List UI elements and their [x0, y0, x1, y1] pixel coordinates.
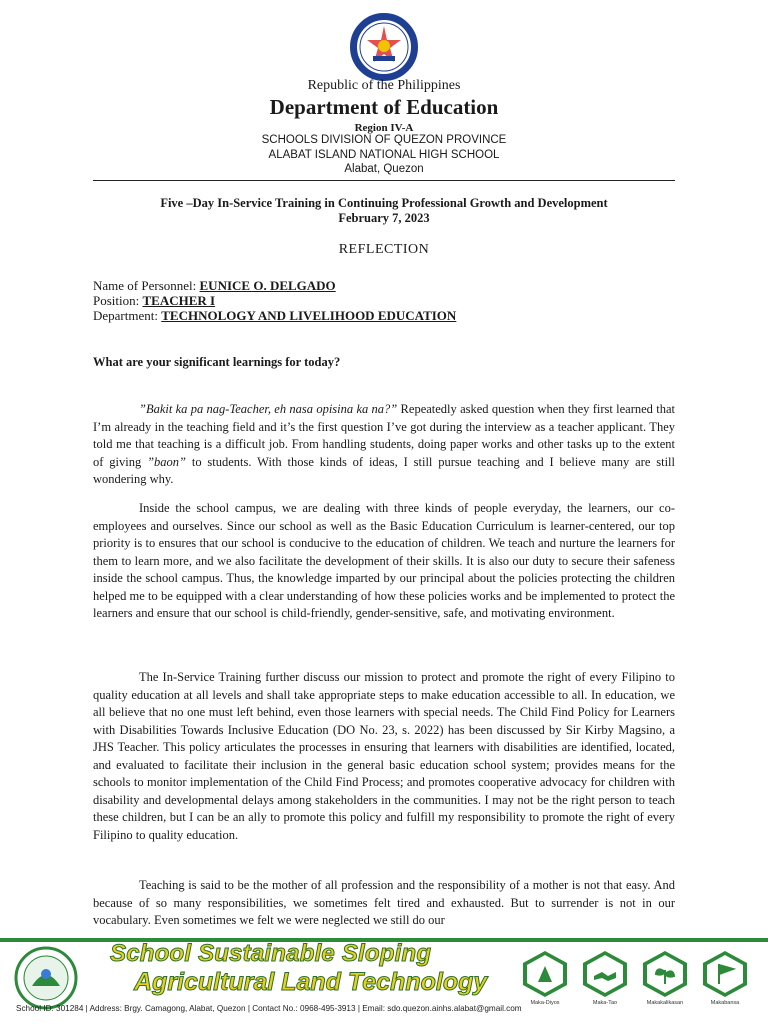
position-row	[93, 293, 215, 309]
reflection-question: What are your significant learnings for today?	[93, 355, 341, 369]
training-date: February 7, 2023	[338, 211, 430, 225]
paragraph-1-text-a: Repeatedly asked question when they first learned that I’m already in the teaching field and it’s the first question I’ve got during the interview as a teacher applicant. They told me that teaching is a difficult job. From handling students, doing paper works and other tasks up to the extent of giving	[93, 402, 675, 469]
maka-diyos-icon	[522, 950, 568, 998]
deped-seal-logo	[349, 12, 419, 82]
paragraph-1-baon: ”baon”	[147, 454, 186, 469]
paragraph-1	[93, 401, 675, 489]
footer-banner-title-line2: Agricultural Land Technology	[134, 968, 488, 996]
maka-diyos-label: Maka-Diyos	[530, 1000, 560, 1006]
personnel-name-value: EUNICE O. DELGADO	[199, 278, 336, 293]
makabansa-label: Makabansa	[710, 1000, 740, 1006]
paragraph-3: The In-Service Training further discuss our mission to protect and promote the right of every Filipino to quality education at all levels and shall take appropriate steps to make education accessible to all. In education, we all believe that no one must left behind, even those learners with special needs. The Child Find Policy for Learners with Disabilities Towards Inclusive Education (DO No. 23, s. 2022) has been discussed by Sir Kirby Magsino, a JHS Teacher. This policy articulates the processes in ensuring that learners with disabilities are identified, located, and evaluated to facilitate their inclusion in the general basic education school system; provides means for the schools to monitor implementation of the Child Find Process; and promotes cooperative advocacy for children with disability and developmental delays among stakeholders in the communities. I may not be the right person to teach these children, but I can be an ally to promote this policy and fulfill my responsibility to promote the right of every Filipino to quality education.	[93, 670, 675, 842]
paragraph-2: Inside the school campus, we are dealing with three kinds of people everyday, the learners, our co-employees and ourselves. Since our school as well as the Basic Education Curriculum is learner-centered, our top priority is to ensures that our school is conducive to the education of children. We teach and nurture the learners for them to learn more, and we also facilitate the development of their skills. It is also our duty to secure their safeness inside the school campus. Thus, the knowledge imparted by our principal about the policies protecting the children helped me to be equipped with a clear understanding of how these policies works and be implemented to protect the learners and ensure that our school is child-friendly, gender-sensitive, safe, and motivating environment.	[93, 501, 675, 620]
paragraph-1-quote: ”Bakit ka pa nag-Teacher, eh nasa opisina ka na?”	[139, 402, 398, 416]
makakalikasan-label: Makakalikasan	[646, 1000, 684, 1006]
republic-line: Republic of the Philippines	[307, 78, 461, 93]
school-line: ALABAT ISLAND NATIONAL HIGH SCHOOL	[268, 149, 500, 161]
document-title: REFLECTION	[338, 242, 430, 257]
maka-tao-label: Maka-Tao	[592, 1000, 618, 1006]
personnel-name-label: Name of Personnel:	[93, 278, 200, 293]
paragraph-4: Teaching is said to be the mother of all profession and the responsibility of a mother is not that easy. And because of so many responsibilities, we sometimes felt tired and exhausted. But to surrender is not in our vocabulary. Even sometimes we felt we were neglected we still do our	[93, 878, 675, 927]
department-value: TECHNOLOGY AND LIVELIHOOD EDUCATION	[161, 308, 457, 323]
maka-tao-icon	[582, 950, 628, 998]
header-divider	[93, 180, 675, 181]
department-label: Department:	[93, 308, 162, 323]
training-title: Five –Day In-Service Training in Continuing Professional Growth and Development	[160, 196, 608, 210]
division-line: SCHOOLS DIVISION OF QUEZON PROVINCE	[261, 134, 507, 146]
personnel-name-row	[93, 278, 336, 294]
position-label: Position:	[93, 293, 143, 308]
paragraph-1-text-b: to students. With those kinds of ideas, I still pursue teaching and I believe many are still wondering why.	[93, 454, 676, 486]
makakalikasan-icon	[642, 950, 688, 998]
position-value: TEACHER I	[142, 293, 216, 308]
makabansa-icon	[702, 950, 748, 998]
footer-banner	[0, 938, 768, 1024]
town-line: Alabat, Quezon	[344, 163, 424, 175]
school-logo	[14, 946, 78, 1010]
department-row	[93, 308, 456, 324]
footer-banner-title-line1: School Sustainable Sloping	[110, 940, 432, 967]
region-line: Region IV-A	[354, 122, 414, 134]
department-title: Department of Education	[269, 95, 499, 119]
footer-contact-line: School ID: 301284 | Address: Brgy. Camagong, Alabat, Quezon | Contact No.: 0968-495-3913 | Email: sdo.quezon.ainhs.alabat@gmail.com	[16, 1004, 522, 1013]
